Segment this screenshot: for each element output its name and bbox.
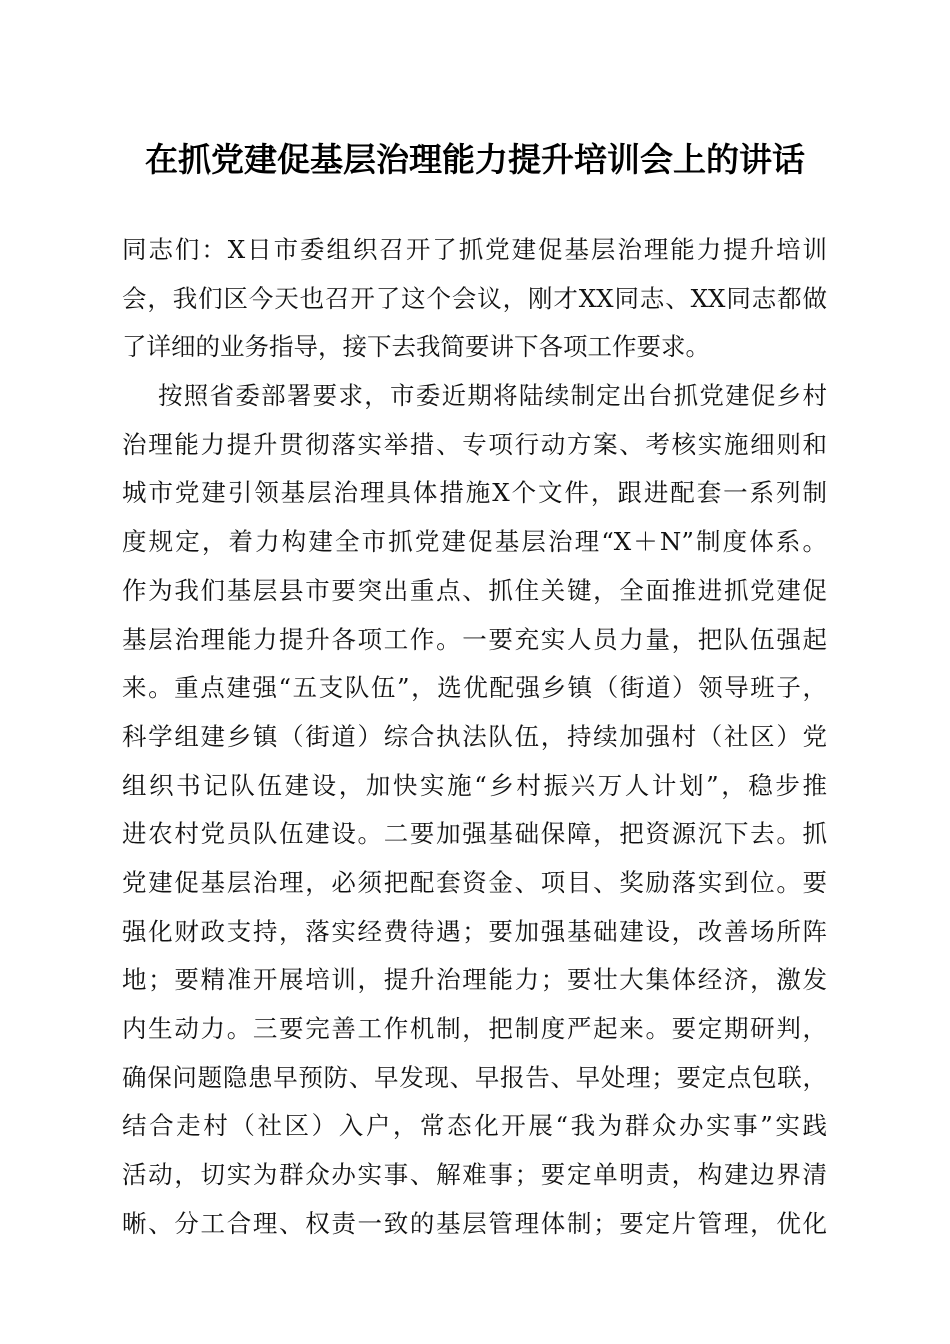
text-line: 党建促基层治理，必须把配套资金、项目、奖励落实到位。要 [122, 867, 827, 897]
document-title: 在抓党建促基层治理能力提升培训会上的讲话 [145, 140, 805, 179]
text-line: 按照省委部署要求，市委近期将陆续制定出台抓党建促乡村 [158, 381, 827, 411]
text-line: 科学组建乡镇（街道）综合执法队伍，持续加强村（社区）党 [122, 721, 827, 751]
text-line: 地；要精准开展培训，提升治理能力；要壮大集体经济，激发 [122, 965, 827, 995]
text-line: 晰、分工合理、权责一致的基层管理体制；要定片管理，优化 [122, 1208, 827, 1238]
text-line: 结合走村（社区）入户，常态化开展“我为群众办实事”实践 [122, 1111, 827, 1141]
text-line: 会，我们区今天也召开了这个会议，刚才XX同志、XX同志都做 [122, 283, 827, 313]
text-line: 同志们：X日市委组织召开了抓党建促基层治理能力提升培训 [122, 235, 827, 264]
text-line: 活动，切实为群众办实事、解难事；要定单明责，构建边界清 [122, 1160, 827, 1190]
text-line: 来。重点建强“五支队伍”，选优配强乡镇（街道）领导班子， [122, 673, 827, 703]
text-line: 了详细的业务指导，接下去我简要讲下各项工作要求。 [122, 332, 710, 362]
text-line: 基层治理能力提升各项工作。一要充实人员力量，把队伍强起 [122, 624, 827, 654]
text-line: 进农村党员队伍建设。二要加强基础保障，把资源沉下去。抓 [122, 819, 827, 849]
text-line: 组织书记队伍建设，加快实施“乡村振兴万人计划”，稳步推 [122, 770, 827, 800]
text-line: 城市党建引领基层治理具体措施X个文件，跟进配套一系列制 [122, 478, 827, 508]
text-line: 作为我们基层县市要突出重点、抓住关键，全面推进抓党建促 [122, 575, 827, 605]
document-body [122, 226, 827, 1248]
paragraph-main [122, 372, 827, 1248]
paragraph-greeting [122, 226, 827, 372]
text-line: 确保问题隐患早预防、早发现、早报告、早处理；要定点包联， [122, 1062, 827, 1092]
text-line: 度规定，着力构建全市抓党建促基层治理“X＋N”制度体系。 [122, 527, 827, 557]
text-line: 强化财政支持，落实经费待遇；要加强基础建设，改善场所阵 [122, 916, 827, 946]
text-line: 内生动力。三要完善工作机制，把制度严起来。要定期研判， [122, 1014, 827, 1043]
text-line: 治理能力提升贯彻落实举措、专项行动方案、考核实施细则和 [122, 429, 827, 459]
